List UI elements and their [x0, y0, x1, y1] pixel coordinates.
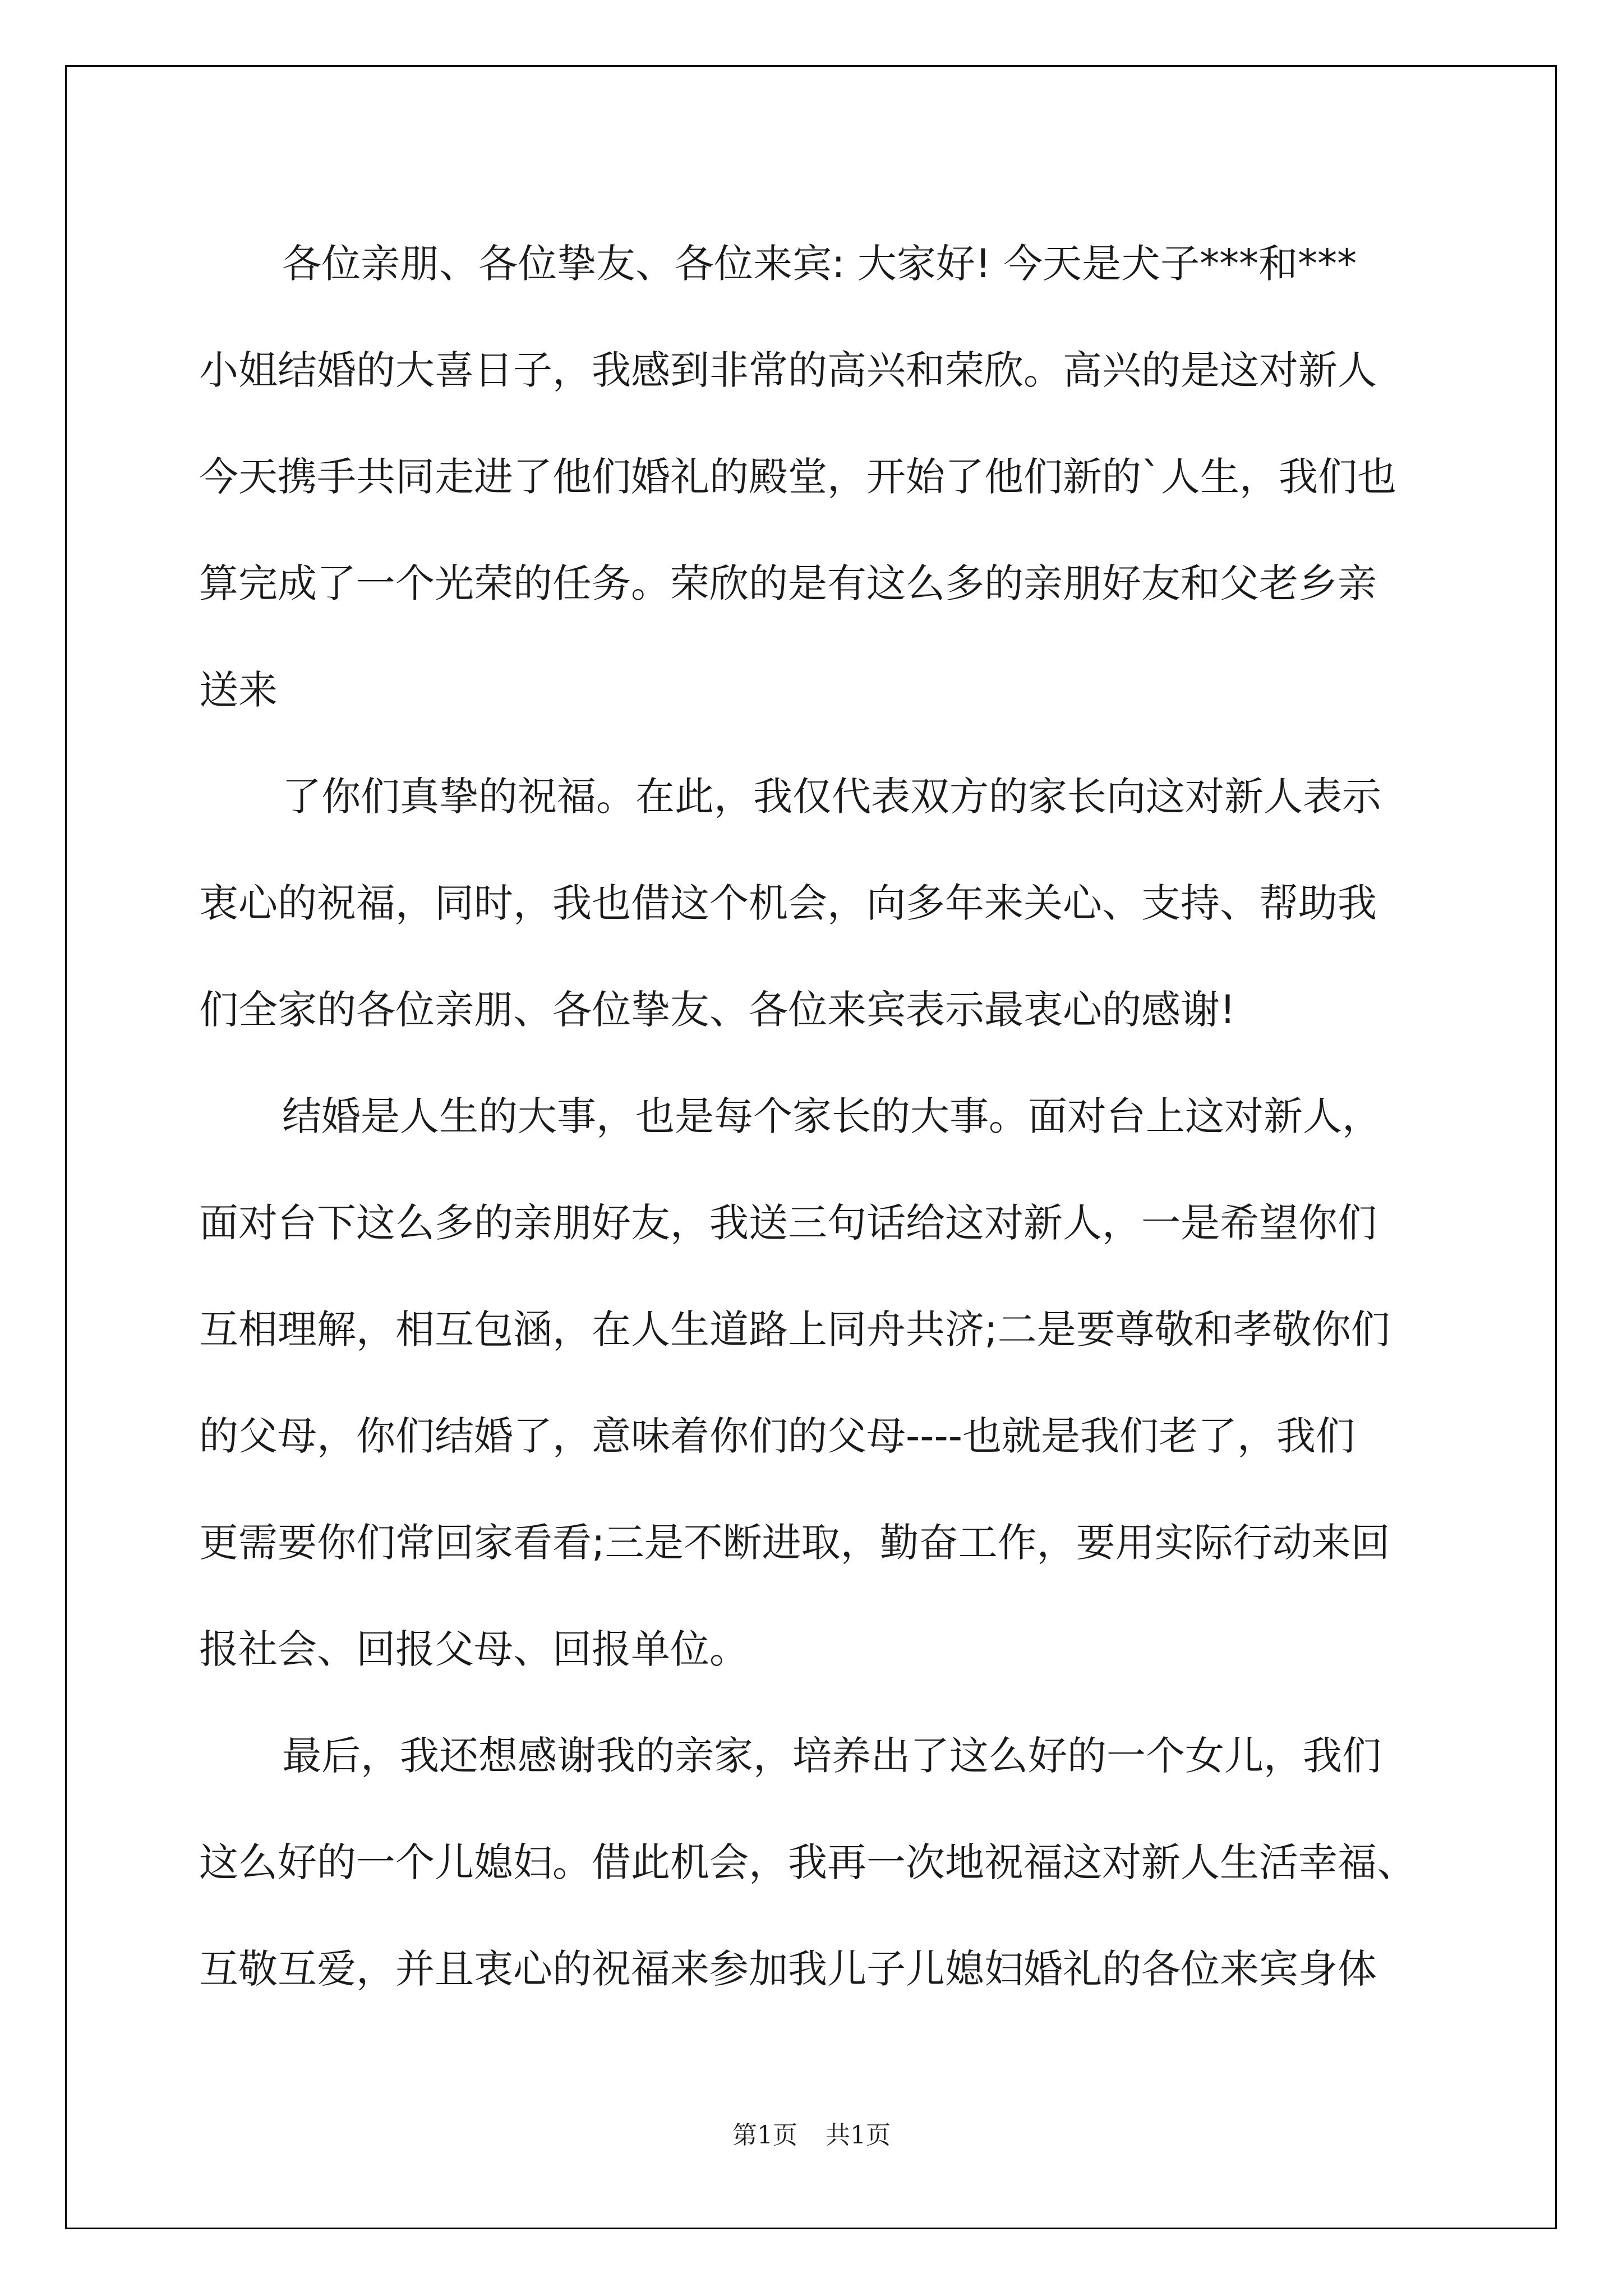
- text-line: 们全家的各位亲朋、各位挚友、各位来宾表示最衷心的感谢!: [199, 987, 1236, 1033]
- text-line: 今天携手共同走进了他们婚礼的殿堂，开始了他们新的`人生，我们也: [199, 454, 1396, 500]
- page-footer: [0, 2115, 1623, 2151]
- document-body: [199, 210, 1427, 2022]
- text-line: 的父母，你们结婚了，意味着你们的父母----也就是我们老了，我们: [199, 1413, 1355, 1459]
- text-line: 最后，我还想感谢我的亲家，培养出了这么好的一个女儿，我们: [282, 1733, 1381, 1779]
- text-line: 互相理解，相互包涵，在人生道路上同舟共济;二是要尊敬和孝敬你们: [199, 1306, 1390, 1352]
- text-line: 互敬互爱，并且衷心的祝福来参加我儿子儿媳妇婚礼的各位来宾身体: [199, 1946, 1377, 1992]
- text-line: 衷心的祝福，同时，我也借这个机会，向多年来关心、支持、帮助我: [199, 880, 1377, 926]
- text-line: 算完成了一个光荣的任务。荣欣的是有这么多的亲朋好友和父老乡亲: [199, 560, 1377, 606]
- page-total: 共1页: [826, 2121, 891, 2150]
- text-line: 了你们真挚的祝福。在此，我仅代表双方的家长向这对新人表示: [282, 774, 1381, 820]
- text-line: 这么好的一个儿媳妇。借此机会，我再一次地祝福这对新人生活幸福、: [199, 1839, 1416, 1885]
- text-line: 报社会、回报父母、回报单位。: [199, 1626, 749, 1672]
- text-line: 更需要你们常回家看看;三是不断进取，勤奋工作，要用实际行动来回: [199, 1520, 1390, 1566]
- text-line: 结婚是人生的大事，也是每个家长的大事。面对台上这对新人，: [282, 1093, 1381, 1139]
- text-line: 小姐结婚的大喜日子，我感到非常的高兴和荣欣。高兴的是这对新人: [199, 347, 1377, 393]
- text-line: 各位亲朋、各位挚友、各位来宾: 大家好! 今天是犬子***和***: [282, 241, 1357, 287]
- page-number: 第1页: [732, 2121, 797, 2150]
- text-line: 面对台下这么多的亲朋好友，我送三句话给这对新人，一是希望你们: [199, 1200, 1377, 1246]
- text-line: 送来: [199, 667, 278, 713]
